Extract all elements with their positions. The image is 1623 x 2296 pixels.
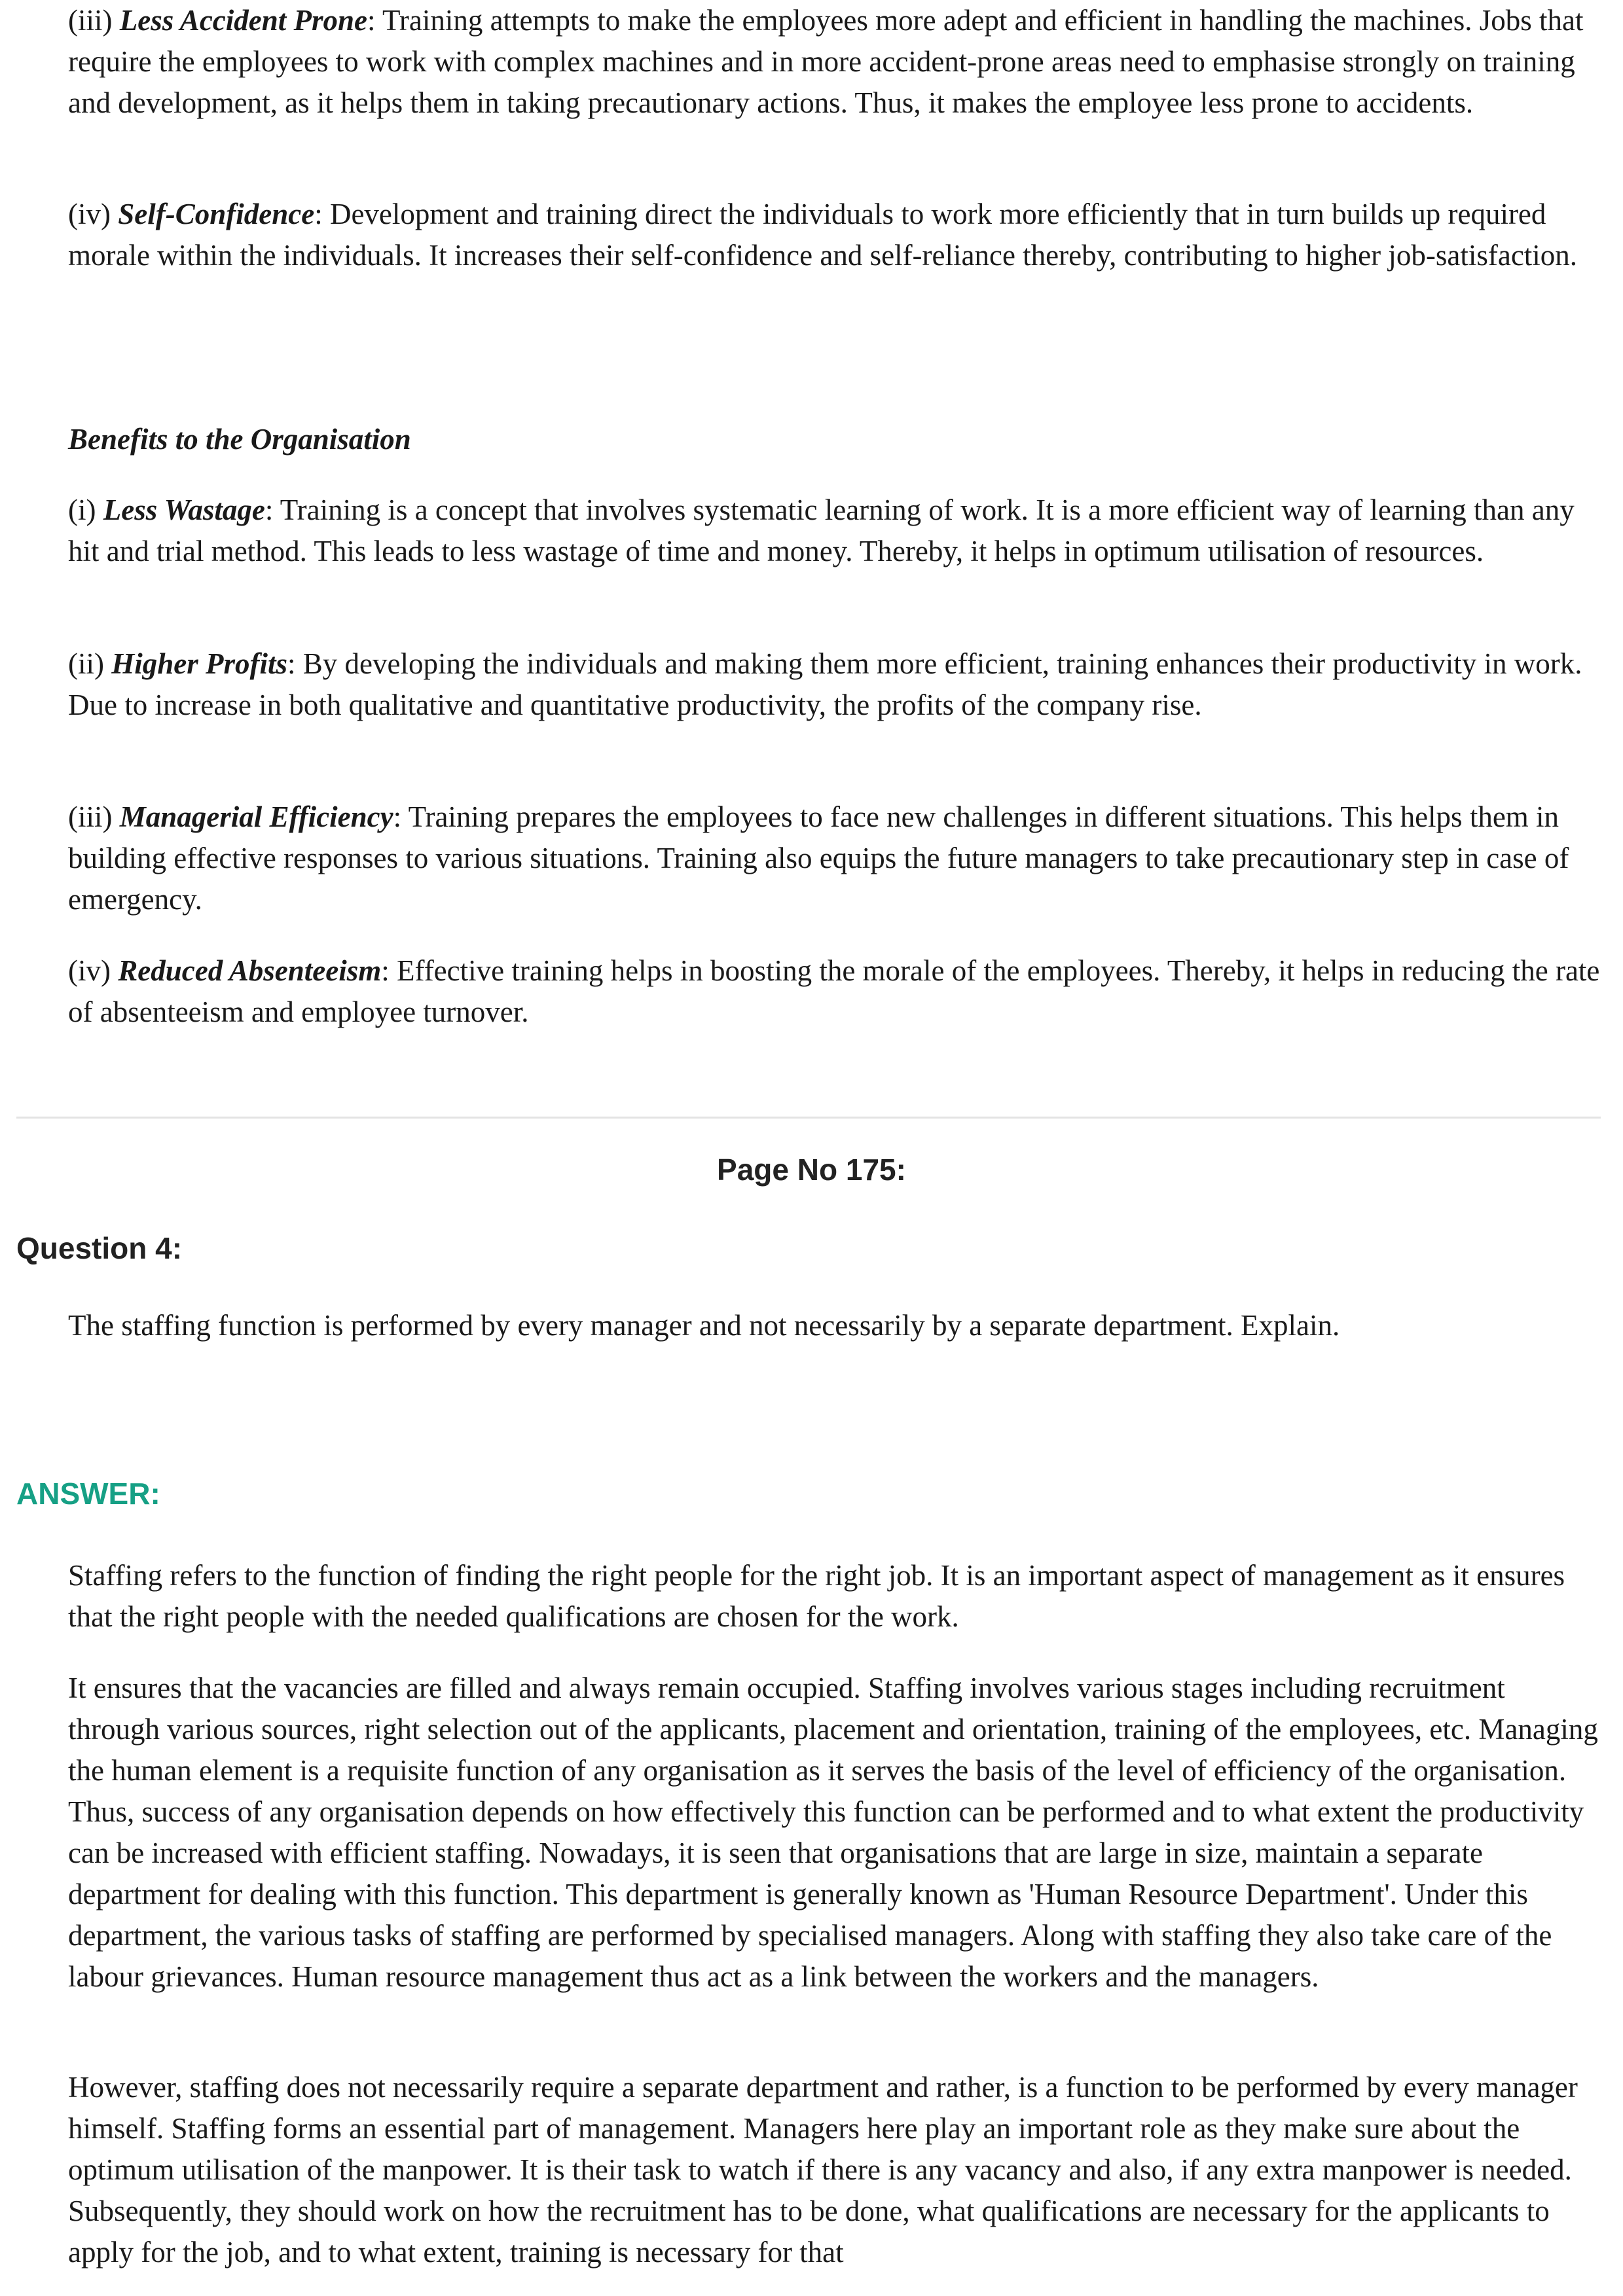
question-label: Question 4: — [16, 1231, 183, 1265]
page-number: Page No 175: — [717, 1153, 906, 1187]
answer-paragraph: Staffing refers to the function of finding the right people for the right job. It is an important aspect of management as it ensures that the right people with the needed qualifications are chosen for the work. — [68, 1559, 1565, 1633]
item-less-wastage: (i) Less Wastage: Training is a concept that involves systematic learning of work. It is a more efficient way of learning than any hit and trial method. This leads to less wastage of time and money. Thereby, it helps in optimum utilisation of resources. — [68, 493, 1575, 567]
item-self-confidence: (iv) Self-Confidence: Development and training direct the individuals to work more efficiently that in turn builds up required morale within the individuals. It increases their self-confidence and self-reliance thereby, contributing to higher job-satisfaction. — [68, 198, 1578, 272]
item-managerial-efficiency: (iii) Managerial Efficiency: Training prepares the employees to face new challenges in different situations. This helps them in building effective responses to various situations. Training also equips the future managers to take precautionary step in case of emergency. — [68, 800, 1569, 916]
item-higher-profits: (ii) Higher Profits: By developing the individuals and making them more efficient, training enhances their productivity in work. Due to increase in both qualitative and quantitative productivity, the profits of the company rise. — [68, 647, 1582, 721]
term: Higher Profits — [111, 647, 288, 680]
org-benefits-heading: Benefits to the Organisation — [68, 423, 411, 456]
term: Less Accident Prone — [119, 4, 368, 37]
term: Less Wastage — [103, 493, 265, 526]
term: Reduced Absenteeism — [118, 954, 382, 987]
item-less-accident-prone: (iii) Less Accident Prone: Training attempts to make the employees more adept and efficient in handling the machines. Jobs that require the employees to work with complex machines and in more accident-prone areas need to emphasise strongly on training and development, as it helps them in taking precautionary actions. Thus, it makes the employee less prone to accidents. — [68, 4, 1584, 119]
section-divider — [16, 1117, 1601, 1119]
term: Self-Confidence — [118, 198, 315, 230]
item-reduced-absenteeism: (iv) Reduced Absenteeism: Effective training helps in boosting the morale of the employees. Thereby, it helps in reducing the rate of absenteeism and employee turnover. — [68, 954, 1600, 1028]
answer-paragraph: It ensures that the vacancies are filled and always remain occupied. Staffing involves various stages including recruitment through various sources, right selection out of the applicants, placement and orientation, training of the employees, etc. Managing the human element is a requisite function of any organisation as it serves the basis of the level of efficiency of the organisation. Thus, success of any organisation depends on how effectively this function can be performed and to what extent the productivity can be increased with efficient staffing. Nowadays, it is seen that organisations that are large in size, maintain a separate department for dealing with this function. This department is generally known as 'Human Resource Department'. Under this department, the various tasks of staffing are performed by specialised managers. Along with staffing they also take care of the labour grievances. Human resource management thus act as a link between the workers and the managers. — [68, 1672, 1598, 1993]
term: Managerial Efficiency — [119, 800, 393, 833]
question-text: The staffing function is performed by every manager and not necessarily by a separate department. Explain. — [68, 1309, 1340, 1342]
answer-paragraph: However, staffing does not necessarily require a separate department and rather, is a function to be performed by every manager himself. Staffing forms an essential part of management. Managers here play an important role as they make sure about the optimum utilisation of the manpower. It is their task to watch if there is any vacancy and also, if any extra manpower is needed. Subsequently, they should work on how the recruitment has to be done, what qualifications are necessary for the applicants to apply for the job, and to what extent, training is necessary for that — [68, 2071, 1578, 2269]
answer-label: ANSWER: — [16, 1477, 160, 1511]
